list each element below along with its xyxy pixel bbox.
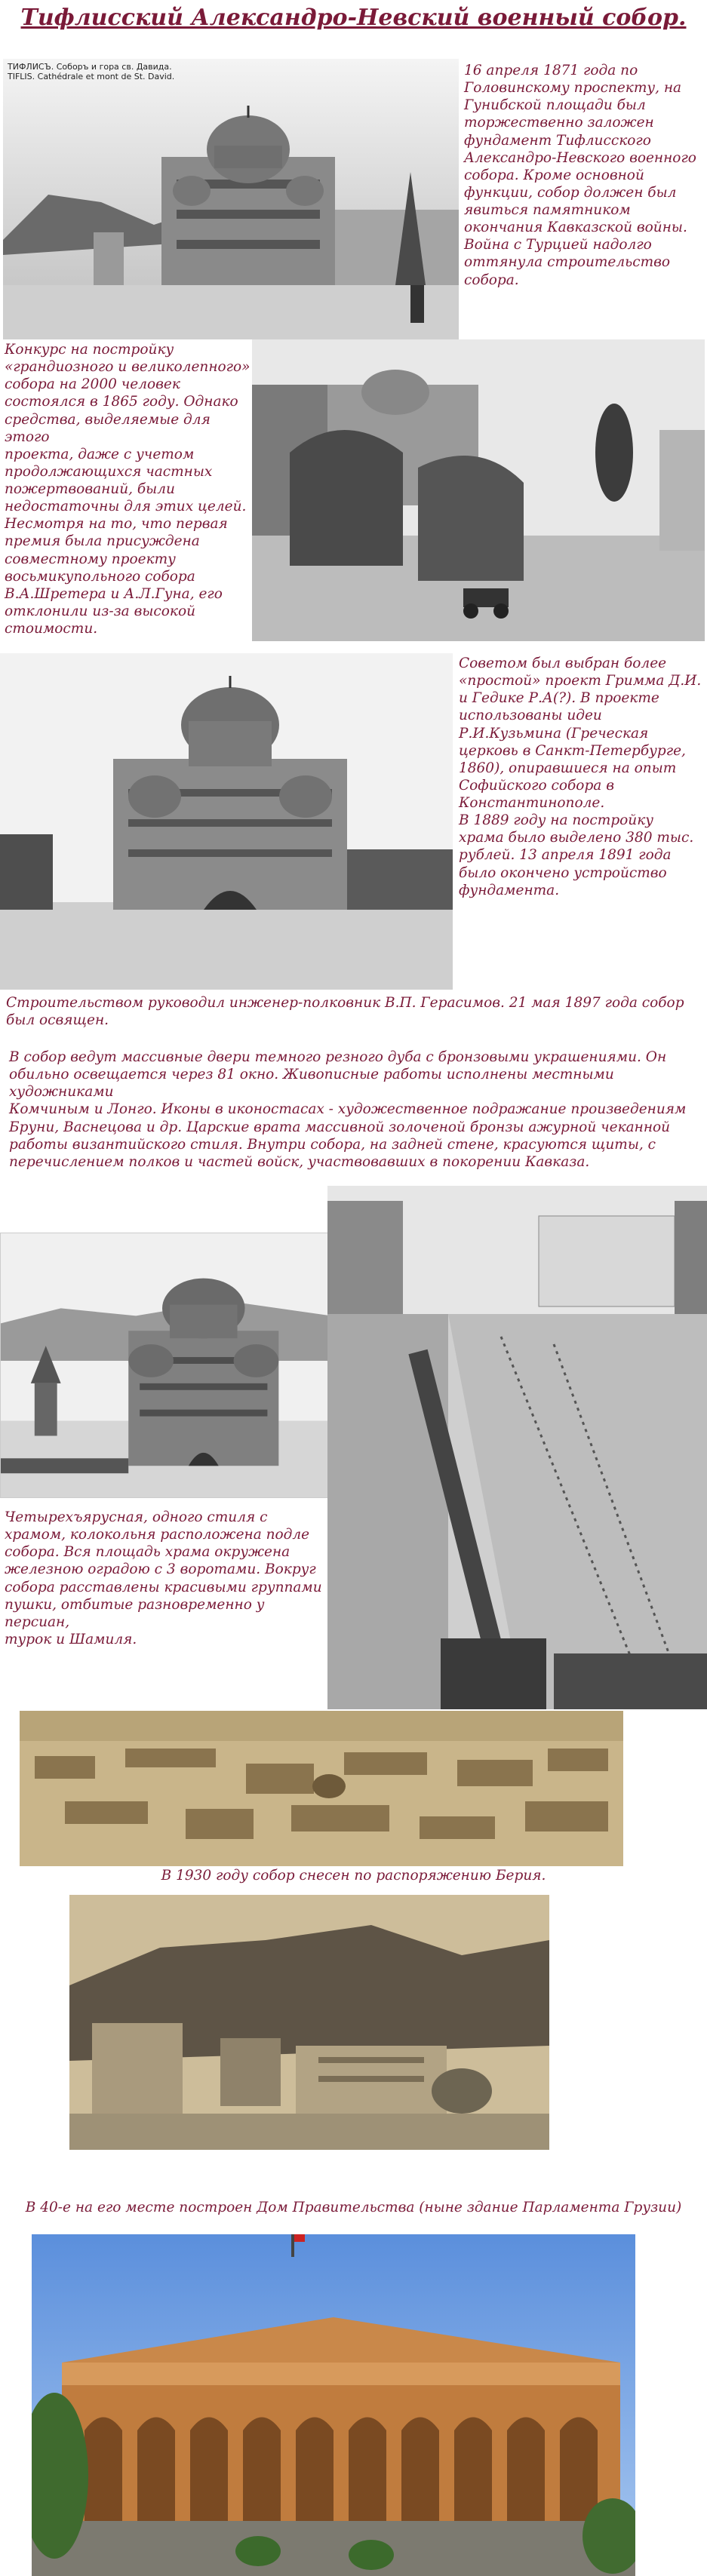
history-paragraph-4: Строительством руководил инженер-полковник В.П. Герасимов. 21 мая 1897 года собор был освящен.	[6, 995, 684, 1029]
page-title: Тифлисский Александро-Невский военный собор.	[20, 5, 687, 31]
panorama-photo	[20, 1711, 623, 1866]
history-paragraph-5: В собор ведут массивные двери темного резного дуба с бронзовыми украшениями. Он обильно освещается через 81 окно. Живописные работы исполнены местными художниками Комчиным и Лонго. Иконы в иконостасах - художественное подражание произведениям Бруни, Васнецова и др. Царские врата массивной золоченой бронзы ажурной чеканной работы византийского стиля. Внутри собора, на задней стене, красуются щиты, с перечислением полков и частей войск, участвовавших в покорении Кавказа.	[9, 1049, 687, 1170]
history-paragraph-3: Советом был выбран более «простой» проект Гримма Д.И. и Гедике Р.А(?). В проекте использованы идеи Р.И.Кузьмина (Греческая церковь в Санкт-Петербурге, 1860), опиравшиеся на опыт Софийского собора в Константинополе. В 1889 году на постройку храма было выделено 380 тыс. рублей. 13 апреля 1891 года было окончено устройство фундамента.	[459, 656, 702, 898]
cathedral-photo-1	[3, 59, 459, 339]
parliament-photo	[32, 2234, 635, 2576]
history-paragraph-2: Конкурс на постройку «грандиозного и великолепного» собора на 2000 человек состоялся в 1865 году. Однако средства, выделяемые для этого проекта, даже с учетом продолжающихся частных пожертвований, были недостаточны для этих целей. Несмотря на то, что первая премия была присуждена совместному проекту восьмикупольного собора В.А.Шретера и А.Л.Гуна, его отклонили из-за высокой стоимости.	[5, 342, 251, 637]
cathedral-photo-2	[0, 653, 453, 990]
government-house-photo	[69, 1895, 549, 2150]
cannons-photo	[327, 1186, 707, 1709]
cathedral-photo-3	[0, 1233, 332, 1498]
caption-demolition: В 1930 году собор снесен по распоряжению Берия.	[161, 1868, 546, 1884]
history-paragraph-6: Четырехъярусная, одного стиля с храмом, колокольня расположена подле собора. Вся площадь храма окружена железною оградою с 3 воротами. Вокруг собора расставлены красивыми группами пушки, отбитые разновременно у персиан, турок и Шамиля.	[5, 1509, 322, 1647]
photo-caption: ТИФЛИСЪ. Соборъ и гора св. Давида. TIFLIS. Cathédrale et mont de St. David.	[8, 62, 175, 82]
avenue-photo	[252, 339, 705, 641]
history-paragraph-1: 16 апреля 1871 года по Головинскому проспекту, на Гунибской площади был торжественно заложен фундамент Тифлисского Александро-Невского военного собора. Кроме основной функции, собор должен был явиться памятником окончания Кавказской войны. Война с Турцией надолго оттянула строительство собора.	[464, 63, 696, 288]
caption-government-house: В 40-е на его месте построен Дом Правительства (ныне здание Парламента Грузии)	[25, 2200, 682, 2215]
